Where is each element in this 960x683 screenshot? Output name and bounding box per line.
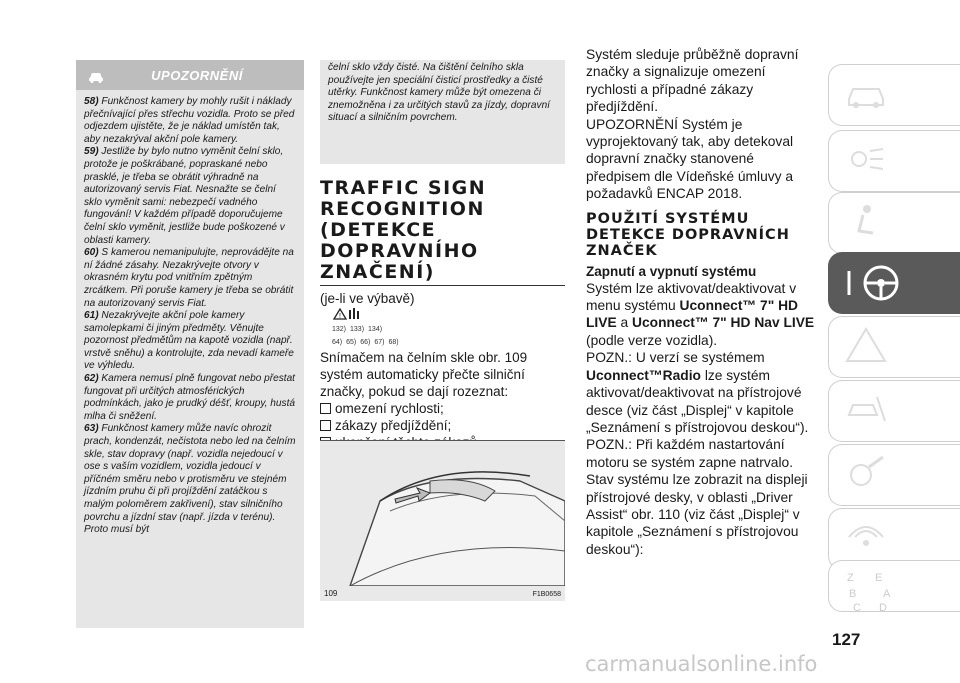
section-title: TRAFFIC SIGN RECOGNITION (DETEKCE DOPRAVNÍHO ZNAČENÍ) <box>320 178 565 286</box>
warning-header <box>76 60 304 90</box>
car-windshield-illustration <box>320 441 565 586</box>
paragraph: Stav systému lze zobrazit na displeji přístrojové desky, v oblasti „Driver Assist“ obr. 110 (viz část „Displej“ v kapitole „Seznámení s přístrojovou deskou“): <box>586 472 808 557</box>
paragraph: Systém lze aktivovat/deaktivovat v menu systému Uconnect™ 7" HD LIVE a Uconnect™ 7" HD Nav LIVE (podle verze vozidla). <box>586 280 815 348</box>
subsection-title: Zapnutí a vypnutí systému <box>586 263 757 279</box>
ref[interactable]: 133) <box>350 326 365 333</box>
seat-airbag-icon <box>843 201 889 241</box>
steering-wheel-icon <box>843 261 903 305</box>
warning-continuation: čelní sklo vždy čisté. Na čištění čelního skla používejte jen speciální čisticí prostředky a čisté utěrky. Funkčnost kamery může být omezena či znemožněna i za určitých stavů za jízdy, dopravní situací a silničním povrchem. <box>320 60 565 164</box>
tab-steering-wheel[interactable] <box>828 252 960 314</box>
warning-item-text: Nezakrývejte akční pole kamery samolepkami či jiným předměty. Věnujte pozornost předmětům na kapotě vozidla (např. vrstvě sněhu) a kontrolujte, zda nevadí kameře ve výhledu. <box>84 310 294 372</box>
warning-item-number[interactable]: 58) <box>84 96 99 107</box>
paragraph: POZN.: U verzí se systémem Uconnect™Radio lze systém aktivovat/deaktivovat na přístrojové desce (viz část „Displej“ v kapitole „Seznámení s přístrojovou deskou“). <box>586 350 809 435</box>
ref[interactable]: 64) <box>332 339 343 346</box>
warning-item <box>84 423 296 536</box>
column-3 <box>586 46 818 558</box>
warning-item-number[interactable]: 63) <box>84 423 99 435</box>
car-warning-icon <box>86 66 106 84</box>
tab-car[interactable] <box>828 64 960 126</box>
checkbox-icon <box>320 403 331 414</box>
use-section-title: POUŽITÍ SYSTÉMU DETEKCE DOPRAVNÍCH ZNAČEK <box>586 210 790 259</box>
tab-breakdown[interactable] <box>828 380 960 442</box>
warning-item <box>84 146 296 247</box>
availability-note: (je-li ve výbavě) <box>320 291 415 306</box>
bullet-item: omezení rychlosti; <box>320 400 565 417</box>
refs-row-1 <box>332 323 565 336</box>
svg-text:A: A <box>883 588 891 600</box>
paragraph: UPOZORNĚNÍ Systém je vyprojektovaný tak, aby detekoval dopravní značky stanovené předpisem dle Vídeňské úmluvy a požadavků ENCAP 2018. <box>586 116 794 202</box>
warning-item <box>84 310 296 373</box>
svg-text:E: E <box>875 572 883 584</box>
car-icon <box>843 73 889 113</box>
intro-text: Snímačem na čelním skle obr. 109 systém automaticky přečte silniční značky, pokud se dají rozeznat: <box>320 350 528 399</box>
warning-item-text: Jestliže by bylo nutno vyměnit čelní sklo, protože je poškrábané, popraskané nebo prasklé, je třeba se obrátit výhradně na autorizovaný servis Fiat. Nesnažte se čelní sklo vyměnit sami: nebezpečí vadného fungování! V každém případě doporučujeme čelní sklo vyměnit, jestliže bude poškozené v oblasti kamery. <box>84 146 285 246</box>
svg-text:D: D <box>879 602 887 613</box>
svg-text:!: ! <box>339 313 341 320</box>
ref[interactable]: 66) <box>360 339 371 346</box>
warning-item-number[interactable]: 60) <box>84 247 99 259</box>
warning-item <box>84 96 296 146</box>
warning-item-text: Funkčnost kamery může navíc ohrozit prach, kondenzát, nečistota nebo led na čelním skle, stav dopravy (např. vozidla nejedoucí v ose s vaším vozidlem, vozidla jedoucí v příčném směru nebo v protisměru ve stejném jízdním pruhu či při projíždění zatáčkou s malým poloměrem zakřivení), stav silničního povrchu a jízdní stav (např. jízda v terénu). Proto musí být <box>84 423 296 536</box>
warning-item-text: S kamerou nemanipulujte, neprovádějte na ní žádné zásahy. Nezakrývejte otvory v okrasném krytu pod vnitřním zpětným zrcátkem. Při poruše kamery je třeba se obrátit na autorizovaný servis Fiat. <box>84 247 294 309</box>
figure-code: F1B0658 <box>532 591 561 598</box>
tab-seat-airbag[interactable] <box>828 192 960 254</box>
tab-lights[interactable] <box>828 130 960 192</box>
warning-body <box>76 90 304 543</box>
index-icon <box>843 569 899 613</box>
warning-item-number[interactable]: 59) <box>84 146 99 158</box>
warning-item-number[interactable]: 62) <box>84 373 99 385</box>
ref[interactable]: 67) <box>374 339 385 346</box>
warning-item-text: Funkčnost kamery by mohly rušit i náklady přečnívající přes střechu vozidla. Proto se před odjezdem ujistěte, že je náklad umístěn tak, aby nezakrýval akční pole kamery. <box>84 96 295 145</box>
tab-index[interactable] <box>828 560 960 612</box>
lights-icon <box>843 139 889 179</box>
warning-item <box>84 373 296 423</box>
checkbox-icon <box>320 420 331 431</box>
svg-text:Z: Z <box>847 572 854 584</box>
ref[interactable]: 132) <box>332 326 347 333</box>
warning-triangle-icon <box>843 325 889 365</box>
warning-item-number[interactable]: 61) <box>84 310 99 322</box>
multimedia-icon <box>843 517 889 557</box>
figure-number: 109 <box>324 589 338 598</box>
svg-text:C: C <box>853 602 861 613</box>
bullet-item: zákazy předjíždění; <box>320 417 565 434</box>
paragraph: Systém sleduje průběžně dopravní značky a signalizuje omezení rychlosti a případné zákazy předjíždění. <box>586 47 799 115</box>
breakdown-icon <box>843 389 889 429</box>
tab-warnings[interactable] <box>828 316 960 378</box>
watermark: carmanualsonline.info <box>585 652 818 676</box>
svg-text:B: B <box>849 588 857 600</box>
column-2 <box>320 60 565 598</box>
ref[interactable]: 65) <box>346 339 357 346</box>
paragraph: POZN.: Při každém nastartování motoru se systém zapne natrvalo. <box>586 437 794 470</box>
ref[interactable]: 134) <box>368 326 383 333</box>
service-icon <box>843 453 889 493</box>
warning-symbols-icon <box>332 307 565 323</box>
ref[interactable]: 68) <box>388 339 399 346</box>
page-number: 127 <box>832 630 861 649</box>
warning-item-text: Kamera nemusí plně fungovat nebo přestat fungovat při určitých atmosférických podmínkách, jako je prudký déšť, kroupy, hustá mlha či sněžení. <box>84 373 295 422</box>
tab-service[interactable] <box>828 444 960 506</box>
warning-box <box>76 60 304 628</box>
warning-title: UPOZORNĚNÍ <box>151 67 243 83</box>
refs-row-2 <box>332 336 565 349</box>
warning-item <box>84 247 296 310</box>
figure-109 <box>320 440 565 601</box>
